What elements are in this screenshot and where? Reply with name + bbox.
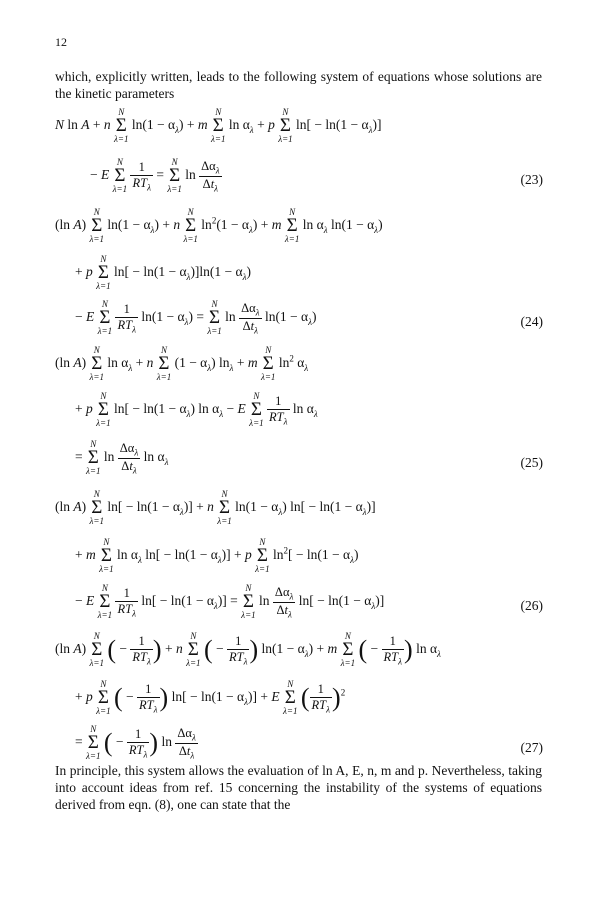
equation-number: (27): [520, 740, 543, 755]
outro-paragraph: In principle, this system allows the evaluation of ln A, E, n, m and p. Nevertheless, taking into account ideas from ref. 15 concerning the instability of the systems of equations derived from eqn. (8), one can state that the: [55, 763, 542, 812]
equation-line: (ln A) N Σ λ=1 $\ln(1 - \alpha_\lambda) + n$ N Σ λ=1 $\ln^2(1 - \alpha_\lambda) + m$ N Σ λ=1 $\ln \alpha_\lambda$ $\ln(1 - \alpha_\lambda)$: [55, 207, 383, 244]
equation-number: (23): [520, 172, 543, 187]
equation-line: − E N Σ λ=1 1 $RT_\lambda$ $\ln(1 - \alpha_\lambda)$ = N Σ λ=1 ln $\Delta\alpha_\lambda$ $\Delta t_\lambda$ $\ln(1 - \alpha_\lambda)$: [75, 299, 317, 336]
equation-line: N ln A + n N Σ λ=1 $\ln(1 - \alpha_\lambda) + m$ N Σ λ=1 $\ln \alpha_\lambda + p$ N Σ λ=1 $\ln[ - \ln(1 - \alpha_\lambda)]$: [55, 107, 382, 144]
equation-line: + p N Σ λ=1 $\ln[ - \ln(1 - \alpha_\lambda)]\ln(1 - \alpha_\lambda)$: [75, 254, 252, 291]
equation-number: (25): [520, 455, 543, 470]
equation-line: = N Σ λ=1 ln $\Delta\alpha_\lambda$ $\Delta t_\lambda$ $\ln \alpha_\lambda$: [75, 439, 169, 476]
equation-line: (ln A) N Σ λ=1 ( − 1 $RT_\lambda$ ) + n N Σ λ=1 ( − 1 $RT_\lambda$ ) $\ln(1 - \alpha_\lambda) + m$ N Σ λ=1 ( − 1 $RT_\lambda$ ) $\ln \alpha_\lambda$: [55, 631, 441, 668]
equation-number: (26): [520, 598, 543, 613]
intro-paragraph: which, explicitly written, leads to the following system of equations whose solutions are the kinetic parameters: [55, 69, 542, 101]
page-number: 12: [55, 35, 67, 49]
equation-line: + p N Σ λ=1 $\ln[ - \ln(1 - \alpha_\lambda)$ $\ln \alpha_\lambda - E$ N Σ λ=1 1 $RT_\lambda$ $\ln \alpha_\lambda$: [75, 391, 318, 428]
equation-number: (24): [520, 314, 543, 329]
equation-line: = N Σ λ=1 ( − 1 $RT_\lambda$ ) ln $\Delta\alpha_\lambda$ $\Delta t_\lambda$: [75, 724, 196, 761]
equation-line: − E N Σ λ=1 1 $RT_\lambda$ = N Σ λ=1 ln $\Delta\alpha_\lambda$ $\Delta t_\lambda$: [90, 157, 220, 194]
equation-line: (ln A) N Σ λ=1 $\ln \alpha_\lambda + n$ N Σ λ=1 $(1 - \alpha_\lambda)$ $\ln_\lambda + m$ N Σ λ=1 $\ln^2 \alpha_\lambda$: [55, 345, 309, 382]
equation-line: (ln A) N Σ λ=1 $\ln[ - \ln(1 - \alpha_\lambda)] + n$ N Σ λ=1 $\ln(1 - \alpha_\lambda)$ $\ln[ - \ln(1 - \alpha_\lambda)]$: [55, 489, 376, 526]
equation-line: + m N Σ λ=1 $\ln \alpha_\lambda$ $\ln[ - \ln(1 - \alpha_\lambda)] + p$ N Σ λ=1 $\ln^2[ - \ln(1 - \alpha_\lambda)$: [75, 537, 359, 574]
equation-line: − E N Σ λ=1 1 $RT_\lambda$ $\ln[ - \ln(1 - \alpha_\lambda)]$ = N Σ λ=1 ln $\Delta\alpha_\lambda$ $\Delta t_\lambda$ $\ln[ - \ln(1 - \alpha_\lambda)]$: [75, 583, 385, 620]
equation-line: + p N Σ λ=1 ( − 1 $RT_\lambda$ ) $\ln[ - \ln(1 - \alpha_\lambda)] + E$ N Σ λ=1 ( 1 $RT_\lambda$ )$^2$: [75, 679, 346, 716]
